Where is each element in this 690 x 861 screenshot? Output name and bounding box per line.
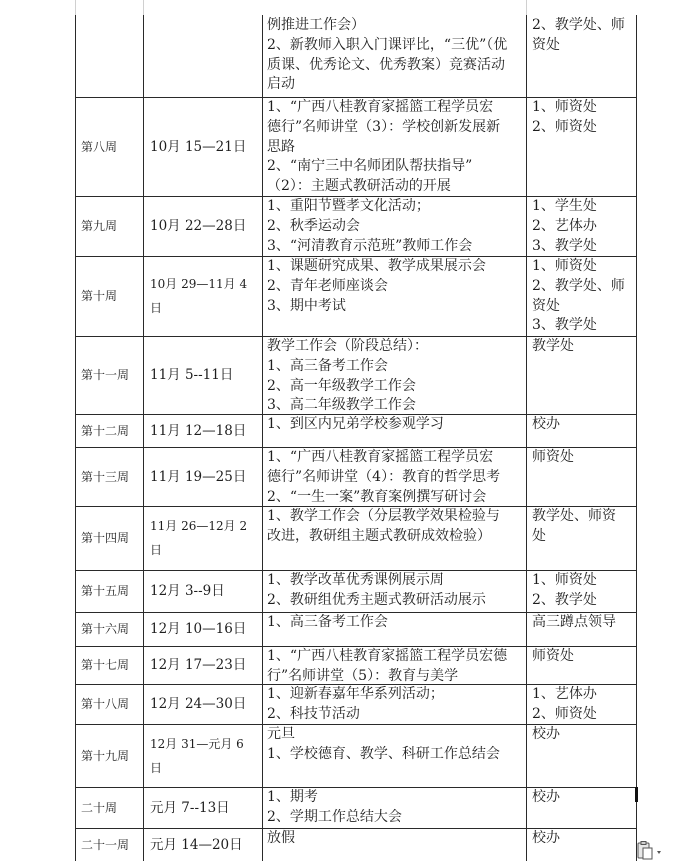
activity-line: 行”名师讲堂（5）：教育与美学 (267, 667, 459, 684)
ruler-tick (75, 0, 76, 15)
ruler-tick (526, 0, 527, 15)
date-range: 10月 29—11月 4 日 (150, 277, 248, 315)
week-label: 第十九周 (81, 748, 130, 763)
responsible-dept: 资处 (532, 297, 560, 314)
column-border (75, 15, 76, 861)
date-range: 11月 26—12月 2 日 (150, 519, 248, 557)
activity-line: 2、“南宁三中名师团队帮扶指导” (267, 158, 473, 175)
paste-options-icon[interactable] (637, 841, 667, 861)
responsible-dept: 2、教学处、师 (532, 17, 625, 33)
activity-line: 2、科技节活动 (267, 705, 360, 722)
activity-line: 德行”名师讲堂（3）：学校创新发展新 (267, 118, 501, 135)
activity-line: 2、“一生一案”教育案例撰写研讨会 (267, 488, 487, 505)
activity-line: 放假 (267, 830, 295, 846)
week-label: 二十周 (81, 800, 118, 815)
activity-line: 2、新教师入职入门课评比，“三优”（优 (267, 36, 508, 53)
activity-line: 例推进工作会） (267, 17, 365, 33)
activity-line: 2、教研组优秀主题式教研活动展示 (267, 591, 486, 608)
date-range: 11月 5--11日 (150, 367, 234, 383)
date-range: 12月 31—元月 6 日 (150, 736, 244, 775)
week-label: 第九周 (81, 219, 118, 233)
responsible-dept: 1、艺体办 (532, 686, 597, 702)
responsible-dept: 校办 (532, 789, 560, 805)
week-label: 第十二周 (81, 423, 130, 438)
responsible-dept: 高三蹲点领导 (532, 614, 616, 630)
responsible-dept: 1、师资处 (532, 258, 597, 274)
activity-line: 1、重阳节暨孝文化活动； (267, 198, 430, 214)
date-range: 12月 10—16日 (150, 621, 247, 637)
responsible-dept: 资处 (532, 36, 560, 53)
text-cursor (635, 787, 638, 802)
activity-line: 1、“广西八桂教育家摇篮工程学员宏 (267, 99, 494, 115)
activity-line: 1、教学工作会（分层教学效果检验与 (267, 508, 500, 524)
responsible-dept: 3、教学处 (532, 317, 597, 334)
responsible-dept: 处 (532, 527, 546, 544)
week-label: 第十三周 (81, 469, 130, 484)
activity-line: 启动 (267, 76, 295, 93)
activity-line: 2、高一年级教学工作会 (267, 377, 416, 394)
date-range: 10月 22—28日 (150, 218, 247, 234)
activity-line: 1、高三备考工作会 (267, 614, 388, 630)
date-range: 11月 12—18日 (150, 422, 247, 439)
responsible-dept: 1、学生处 (532, 198, 597, 214)
activity-line: 德行”名师讲堂（4）：教育的哲学思考 (267, 468, 501, 485)
responsible-dept: 教学处、师资 (532, 508, 616, 524)
responsible-dept: 2、教学处 (532, 591, 597, 608)
date-range: 10月 15—21日 (150, 138, 247, 155)
activity-line: 1、学校德育、教学、科研工作总结会 (267, 745, 500, 762)
date-range: 12月 24—30日 (150, 696, 247, 712)
date-range: 元月 7--13日 (150, 799, 230, 816)
ruler-tick (143, 0, 144, 15)
week-label: 第八周 (81, 139, 118, 154)
activity-line: 2、学期工作总结大会 (267, 808, 402, 825)
column-border (143, 15, 144, 861)
date-range: 11月 19—25日 (150, 468, 247, 485)
column-border (636, 15, 637, 861)
activity-line: 质课、优秀论文、优秀教案）竞赛活动 (267, 56, 505, 73)
activity-line: 3、高二年级教学工作会 (267, 397, 416, 414)
activity-line: 1、高三备考工作会 (267, 357, 388, 374)
responsible-dept: 2、师资处 (532, 118, 597, 135)
week-label: 第十四周 (81, 531, 130, 545)
responsible-dept: 3、教学处 (532, 237, 597, 254)
week-label: 第十周 (81, 289, 118, 303)
activity-line: 1、教学改革优秀课例展示周 (267, 572, 444, 588)
activity-line: 1、“广西八桂教育家摇篮工程学员宏 (267, 449, 494, 465)
responsible-dept: 2、教学处、师 (532, 277, 625, 294)
activity-line: 1、迎新春嘉年华系列活动； (267, 686, 444, 702)
activity-line: 教学工作会（阶段总结）： (267, 338, 428, 354)
week-label: 第十六周 (81, 622, 130, 636)
date-range: 12月 17—23日 (150, 657, 247, 673)
column-border (262, 15, 263, 861)
week-label: 第十五周 (81, 584, 130, 598)
responsible-dept: 1、师资处 (532, 572, 597, 588)
responsible-dept: 师资处 (532, 648, 574, 664)
activity-line: 2、青年老师座谈会 (267, 277, 388, 294)
activity-line: 1、到区内兄弟学校参观学习 (267, 416, 444, 432)
activity-line: 1、期考 (267, 789, 318, 805)
responsible-dept: 教学处 (532, 338, 574, 354)
responsible-dept: 校办 (532, 416, 560, 432)
activity-line: 1、“广西八桂教育家摇篮工程学员宏德 (267, 648, 508, 664)
responsible-dept: 2、师资处 (532, 705, 597, 722)
activity-line: 3、“河清教育示范班”教师工作会 (267, 237, 473, 254)
date-range: 元月 14—20日 (150, 836, 243, 853)
activity-line: （2）：主题式教研活动的开展 (267, 178, 451, 195)
responsible-dept: 校办 (532, 726, 560, 742)
week-label: 第十八周 (81, 697, 130, 711)
responsible-dept: 师资处 (532, 449, 574, 465)
responsible-dept: 1、师资处 (532, 99, 597, 115)
activity-line: 1、课题研究成果、教学成果展示会 (267, 258, 486, 274)
week-label: 第十一周 (81, 368, 130, 382)
activity-line: 改进，教研组主题式教研成效检验） (267, 527, 491, 544)
responsible-dept: 2、艺体办 (532, 217, 597, 234)
activity-line: 3、期中考试 (267, 297, 346, 314)
activity-line: 思路 (267, 138, 295, 155)
week-label: 第十七周 (81, 658, 130, 672)
activity-line: 元旦 (267, 726, 295, 742)
week-label: 二十一周 (81, 837, 130, 852)
activity-line: 2、秋季运动会 (267, 217, 360, 234)
date-range: 12月 3--9日 (150, 583, 225, 599)
responsible-dept: 校办 (532, 830, 560, 846)
